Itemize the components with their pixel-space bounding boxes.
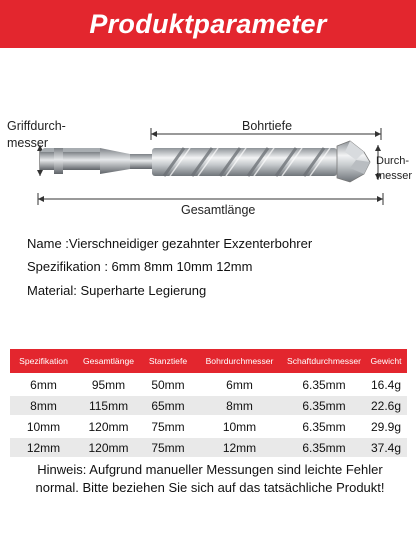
product-name: Name :Vierschneidiger gezahnter Exzenterbohrer [27,236,313,251]
table-cell: 8mm [30,398,57,413]
table-cell: 6.35mm [302,398,346,413]
table-cell: 6.35mm [302,377,346,392]
drill-diameter-label: Durch- messer [376,155,413,182]
table-cell: 6mm [226,377,253,392]
table-cell: 120mm [88,440,129,455]
table-cell: 6.35mm [302,419,346,434]
table-cell: 95mm [91,377,126,392]
drilling-depth-label: Bohrtiefe [242,119,293,133]
column-header: Spezifikation [19,356,68,366]
column-header: Schaftdurchmesser [286,356,362,366]
table-cell: 12mm [222,440,257,455]
drill-bit-diagram [0,48,416,238]
table-cell: 8mm [226,398,253,413]
table-cell: 22.6g [370,398,402,413]
spec-table [10,349,407,457]
total-length-label: Gesamtlänge [181,203,256,217]
column-header: Stanztiefe [148,356,188,366]
table-cell: 65mm [151,398,185,413]
header-banner [0,0,416,48]
column-header: Bohrdurchmesser [205,356,274,366]
banner-title: Produktparameter [89,8,327,39]
table-cell: 6.35mm [302,440,346,455]
table-row [10,438,407,457]
disclaimer-note: Hinweis: Aufgrund manueller Messungen sind leichte Fehler normal. Bitte beziehen Sie sich auf das tatsächliche Produkt! [35,462,385,495]
table-row [10,396,407,415]
table-row [10,417,407,436]
table-cell: 10mm [222,419,257,434]
column-header: Gesamtlänge [82,356,135,366]
table-cell: 12mm [26,440,61,455]
table-cell: 75mm [151,419,185,434]
table-cell: 120mm [88,419,129,434]
product-material: Material: Superharte Legierung [27,283,207,298]
table-cell: 6mm [30,377,57,392]
shank-diameter-label: Griffdurch- messer [7,119,66,150]
table-cell: 115mm [88,398,129,413]
product-sizes: Spezifikation : 6mm 8mm 10mm 12mm [27,259,253,274]
column-header: Gewicht [370,356,402,366]
table-cell: 16.4g [370,377,402,392]
table-cell: 37.4g [370,440,402,455]
table-cell: 10mm [26,419,61,434]
table-cell: 75mm [151,440,185,455]
table-cell: 29.9g [370,419,402,434]
table-cell: 50mm [151,377,185,392]
table-row [10,375,407,394]
table-header [10,349,407,373]
